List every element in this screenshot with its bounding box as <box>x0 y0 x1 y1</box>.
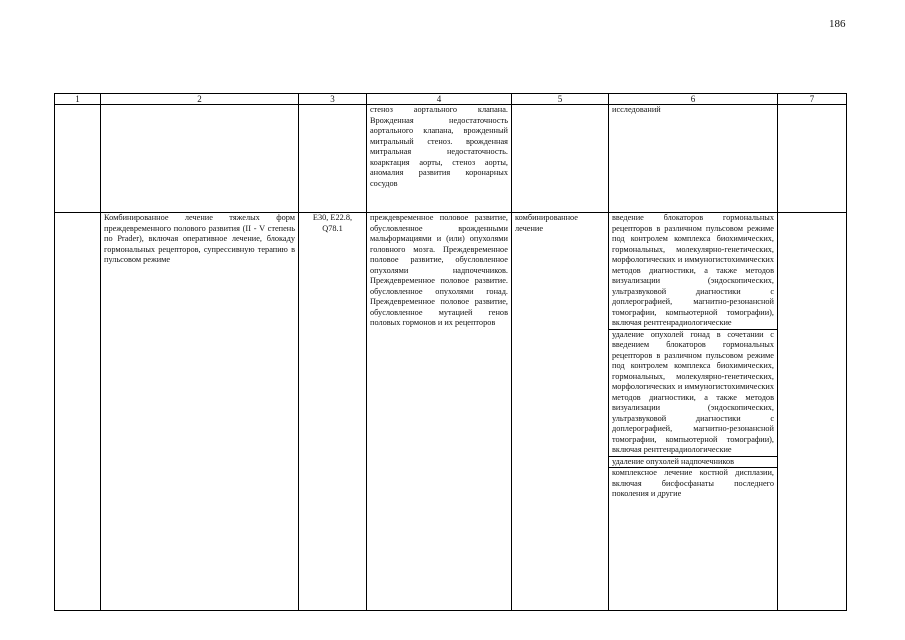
row1-col7 <box>778 105 847 213</box>
row2-icd-codes: E30, E22.8, Q78.1 <box>299 213 367 611</box>
row1-method: исследований <box>609 105 778 213</box>
method-item: удаление опухолей гонад в сочетании с введением блокаторов гормональных рецепторов в различном пульсовом режиме под контролем комплекса биохимических, гормональных, молекулярно-генетических, морфологических и иммуногистохимических методов диагностики, а также методов визуализации (эндоскопических, ультразвуковой диагностики с доплерографией, магнитно-резонансной томографии, компьютерной томографии), включая рентгенрадиологические <box>609 330 777 457</box>
header-col-6: 6 <box>609 94 778 105</box>
table-row <box>55 105 847 213</box>
row1-col1 <box>55 105 101 213</box>
row2-col1 <box>55 213 101 611</box>
row2-treatment-name: Комбинированное лечение тяжелых форм преждевременного полового развития (II - V степень по Prader), включая оперативное лечение, блокаду гормональных рецепторов, супрессивную терапию в пульсовом режиме <box>101 213 299 611</box>
method-item: введение блокаторов гормональных рецепторов в различном пульсовом режиме под контролем комплекса биохимических, гормональных, молекулярно-генетических, морфологических и иммуногистохимических методов диагностики, а также методов визуализации (эндоскопических, ультразвуковой диагностики с доплерографией, магнитно-резонансной томографии, компьютерной томографии), включая рентгенрадиологические <box>609 213 777 330</box>
row2-col7 <box>778 213 847 611</box>
header-col-1: 1 <box>55 94 101 105</box>
table-header-row <box>55 94 847 105</box>
method-item: удаление опухолей надпочечников <box>609 457 777 469</box>
row2-treatment-type: комбинированное лечение <box>512 213 609 611</box>
header-col-5: 5 <box>512 94 609 105</box>
medical-care-table <box>54 93 847 611</box>
row2-diagnosis: преждевременное половое развитие, обусловленное врожденными мальформациями и (или) опухолями головного мозга. Преждевременное половое развитие, обусловленное опухолями надпочечников. Преждевременное половое развитие. обусловленное опухолями гонад. Преждевременное половое развитие, обусловленное мутацией генов половых гормонов и их рецепторов <box>367 213 512 611</box>
method-item: комплексное лечение костной дисплазии, включая бисфосфанаты последнего поколения и другие <box>612 468 774 498</box>
header-col-4: 4 <box>367 94 512 105</box>
row1-col2 <box>101 105 299 213</box>
page-number: 186 <box>829 18 846 30</box>
header-col-7: 7 <box>778 94 847 105</box>
header-col-2: 2 <box>101 94 299 105</box>
header-col-3: 3 <box>299 94 367 105</box>
table-row <box>55 213 847 611</box>
row1-col5 <box>512 105 609 213</box>
row1-col3 <box>299 105 367 213</box>
row1-diagnosis: стеноз аортального клапана. Врожденная недостаточность аортального клапана, врожденный митральный стеноз. врожденная митральная недостаточность. коарктация аорты, стеноз аорты, аномалия развития коронарных сосудов <box>367 105 512 213</box>
row2-methods-cell <box>609 213 778 611</box>
